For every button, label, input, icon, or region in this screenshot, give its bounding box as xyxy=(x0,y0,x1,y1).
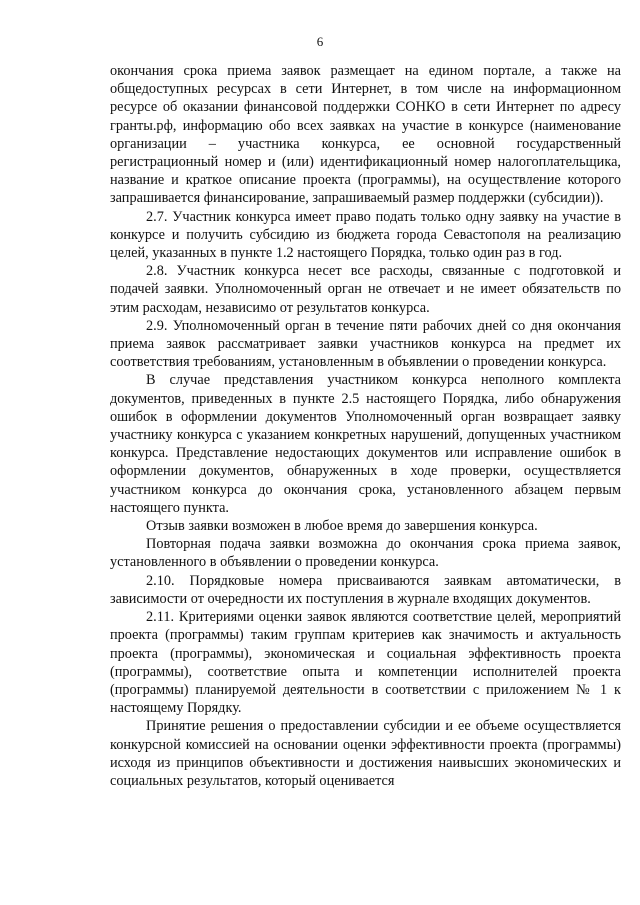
paragraph-2-8: 2.8. Участник конкурса несет все расходы, связанные с подготовкой и подачей заявки. Уполномоченный орган не отвечает и не имеет обязательств по этим расходам, независимо от результатов конкурса. xyxy=(110,263,621,316)
page-number: 6 xyxy=(316,34,324,49)
paragraph-2-9: 2.9. Уполномоченный орган в течение пяти рабочих дней со дня окончания приема заявок рассматривает заявки участников конкурса на предмет их соответствия требованиям, установленным в объявлении о проведении конкурса. xyxy=(110,317,621,371)
paragraph-decision: Принятие решения о предоставлении субсидии и ее объеме осуществляется конкурсной комиссией на основании оценки эффективности проекта (программы) исходя из принципов объективности и достижения наивысших экономических и социальных результатов, который оценивается xyxy=(110,718,621,789)
paragraph-2-11: 2.11. Критериями оценки заявок являются соответствие целей, мероприятий проекта (программы) таким группам критериев как значимость и актуальность проекта (программы), экономическая и социальная эффективность проекта (программы), соответствие опыта и компетенции исполнителей проекта (программы) планируемой деятельности в соответствии с приложением № 1 к настоящему Порядку. xyxy=(110,609,621,717)
paragraph-2-7: 2.7. Участник конкурса имеет право подать только одну заявку на участие в конкурсе и получить субсидию из бюджета города Севастополя на реализацию целей, указанных в пункте 1.2 настоящего Порядка, только один раз в год. xyxy=(110,208,621,262)
paragraph-resubmission: Повторная подача заявки возможна до окончания срока приема заявок, установленного в объявлении о проведении конкурса. xyxy=(110,536,621,571)
paragraph-incomplete-documents: В случае представления участником конкурса неполного комплекта документов, приведенных в пункте 2.5 настоящего Порядка, либо обнаружения ошибок в оформлении документов Уполномоченный орган возвращает заявку участнику конкурса с указанием конкретных нарушений, допущенных участником конкурса. Представление недостающих документов или исправление ошибок в оформлении документов, обнаруженных в ходе проверки, осуществляется участником конкурса до окончания срока, установленного абзацем первым настоящего пункта. xyxy=(110,372,621,516)
paragraph-withdrawal: Отзыв заявки возможен в любое время до завершения конкурса. xyxy=(146,518,538,535)
paragraph-continuation: окончания срока приема заявок размещает на едином портале, а также на общедоступных ресурсах в сети Интернет, в том числе на информационном ресурсе об оказании финансовой поддержки СОНКО в сети Интернет по адресу гранты.рф, информацию обо всех заявках на участие в конкурсе (наименование организации – участника конкурса, ее основной государственный регистрационный номер и (или) идентификационный номер налогоплательщика, название и краткое описание проекта (программы), на осуществление которого запрашивается финансирование, запрашиваемый размер поддержки (субсидии)). xyxy=(110,63,621,207)
paragraph-2-10: 2.10. Порядковые номера присваиваются заявкам автоматически, в зависимости от очередности их поступления в журнале входящих документов. xyxy=(110,572,621,607)
document-body xyxy=(110,62,621,790)
